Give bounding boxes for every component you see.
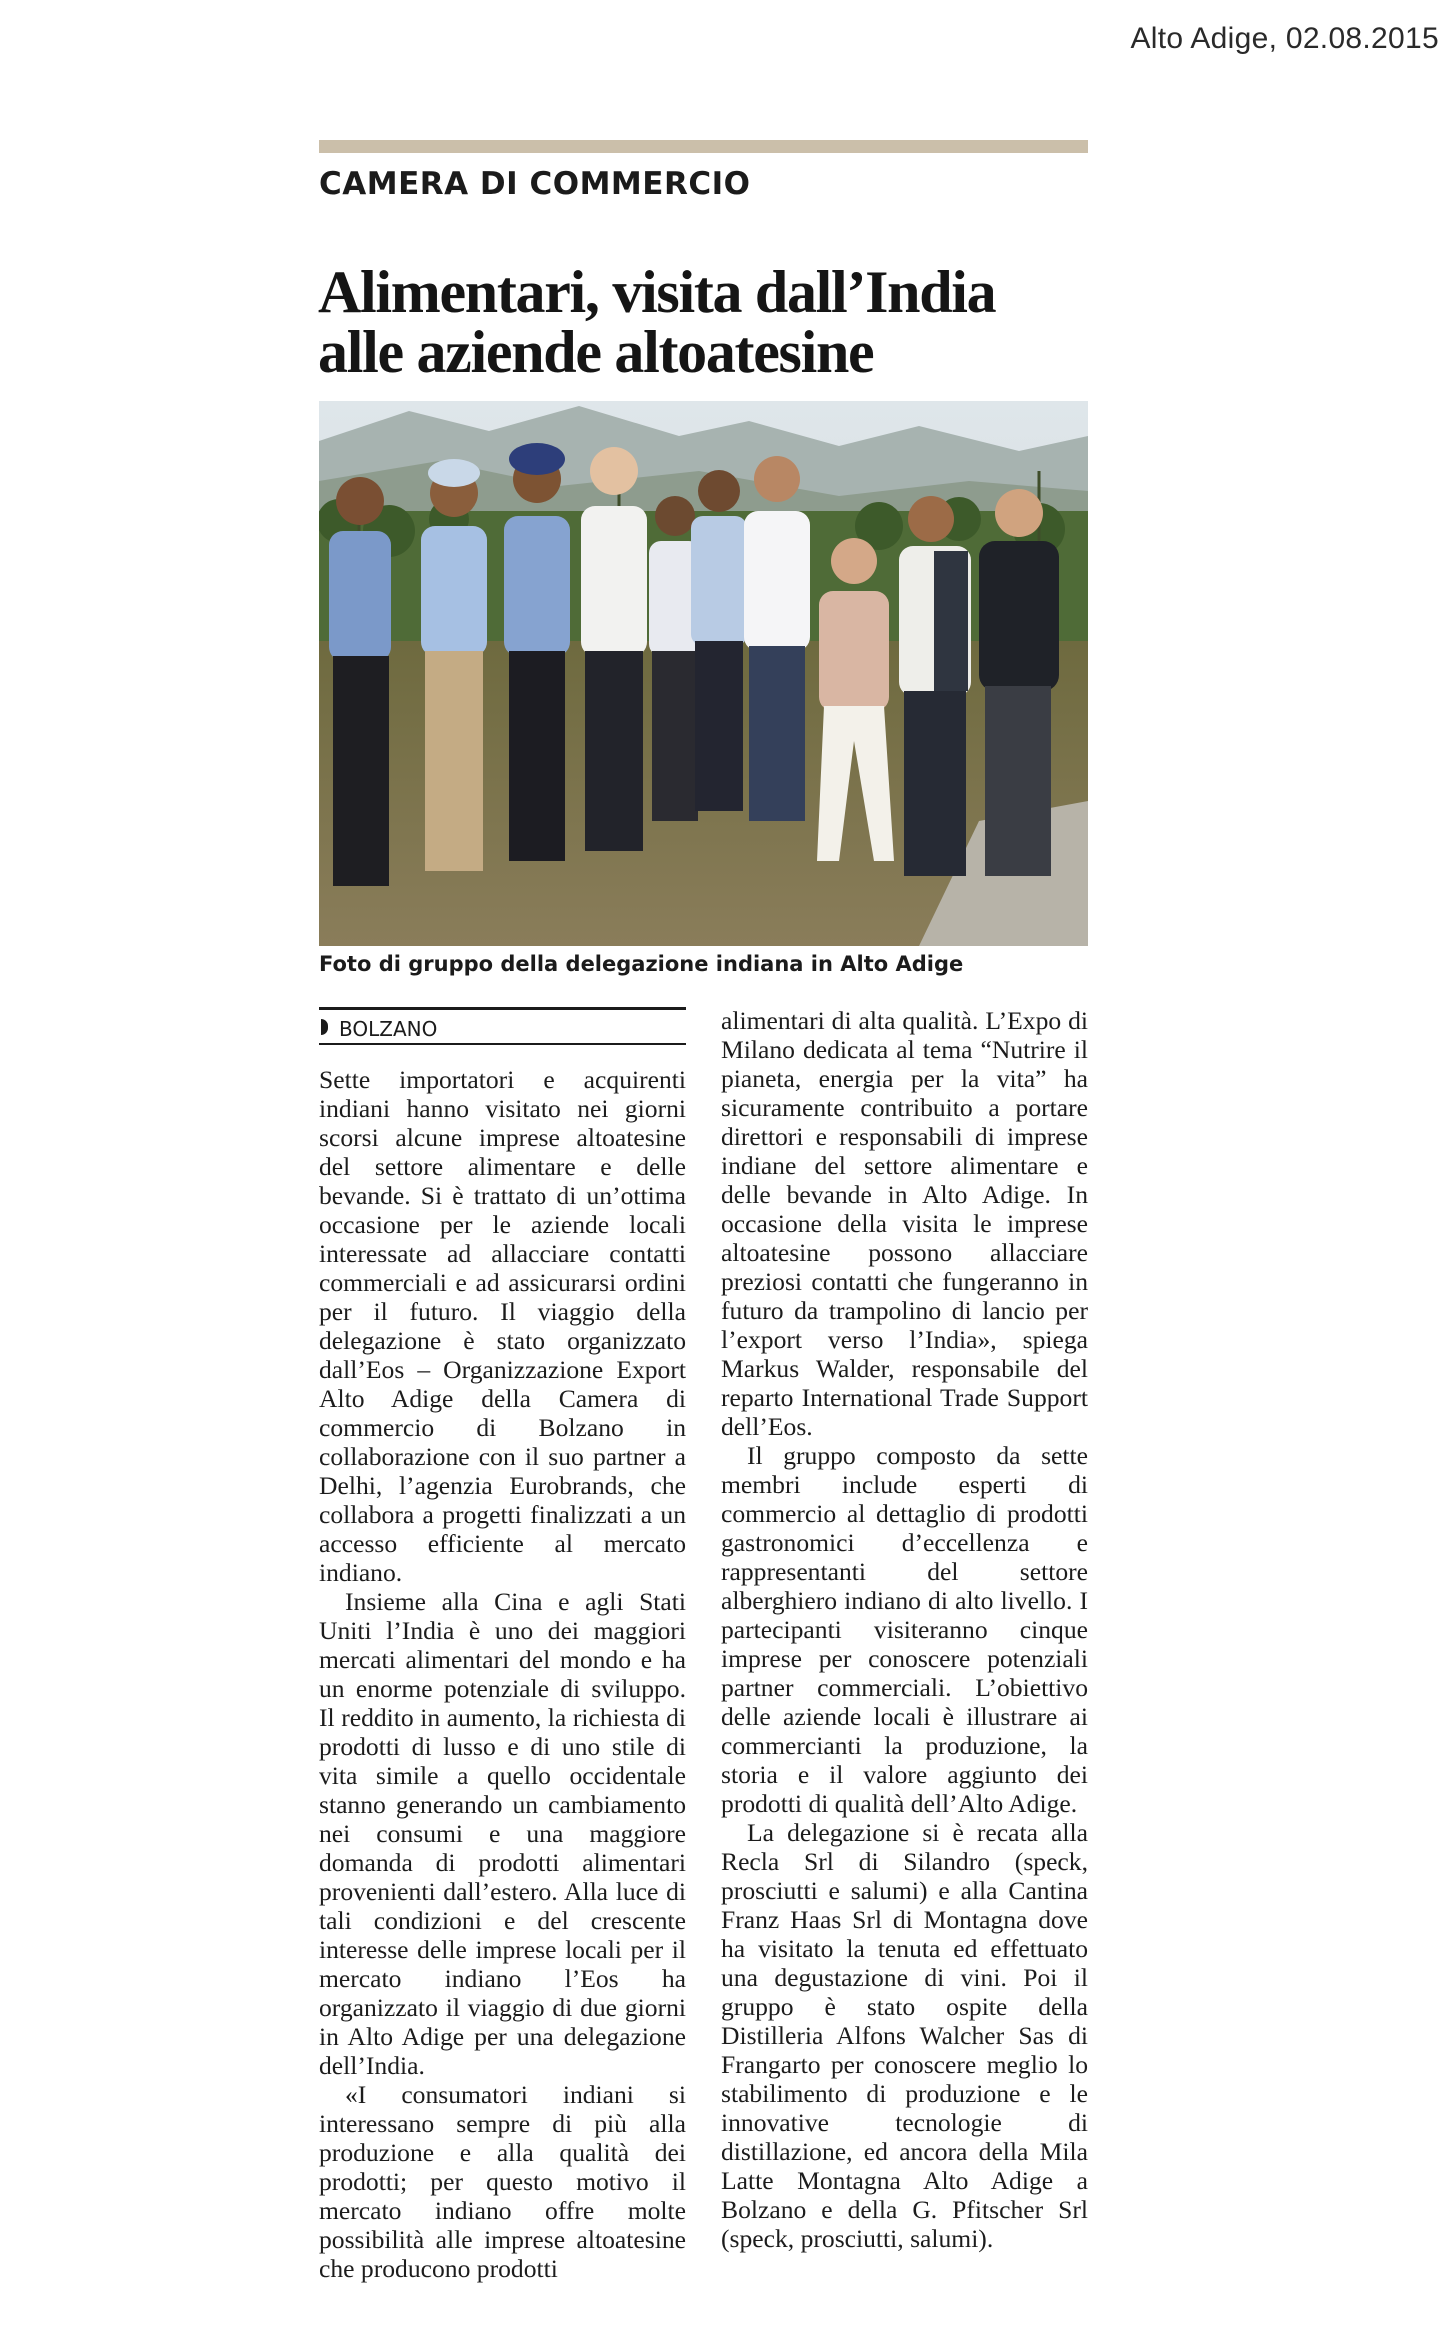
- article-column-1: [319, 1065, 686, 2283]
- article-paragraph: Il gruppo composto da sette membri include esperti di commercio al dettaglio di prodotti gastronomici d’eccellenza e rappresentanti del settore alberghiero indiano di alto livello. I partecipanti visiteranno cinque imprese per conoscere potenziali partner commerciali. L’obiettivo delle aziende locali è illustrare ai commercianti la produzione, la storia e il valore aggiunto dei prodotti di qualità dell’Alto Adige.: [721, 1441, 1088, 1818]
- group-photo: [319, 401, 1088, 946]
- article-paragraph: Sette importatori e acquirenti indiani hanno visitato nei giorni scorsi alcune imprese altoatesine del settore alimentare e delle bevande. Si è trattato di un’ottima occasione per le aziende locali interessate ad allacciare contatti commerciali e ad assicurarsi ordini per il futuro. Il viaggio della delegazione è stato organizzato dall’Eos – Organizzazione Export Alto Adige della Camera di commercio di Bolzano in collaborazione con il suo partner a Delhi, l’agenzia Eurobrands, che collabora a progetti finalizzati a un accesso efficiente al mercato indiano.: [319, 1065, 686, 1587]
- headline-line-2: alle aziende altoatesine: [318, 319, 874, 386]
- section-kicker: CAMERA DI COMMERCIO: [319, 166, 751, 202]
- article-paragraph: «I consumatori indiani si interessano sempre di più alla produzione e alla qualità dei prodotti; per questo motivo il mercato indiano offre molte possibilità alle imprese altoatesine che producono prodotti: [319, 2080, 686, 2283]
- dateline-marker: [321, 1019, 328, 1035]
- headline-line-1: Alimentari, visita dall’India: [318, 259, 996, 326]
- section-rule: [319, 140, 1088, 153]
- dateline-label: BOLZANO: [339, 1017, 438, 1041]
- article-paragraph: Insieme alla Cina e agli Stati Uniti l’India è uno dei maggiori mercati alimentari del mondo e ha un enorme potenziale di sviluppo. Il reddito in aumento, la richiesta di prodotti di lusso e di uno stile di vita simile a quello occidentale stanno generando un cambiamento nei consumi e una maggiore domanda di prodotti alimentari provenienti dall’estero. Alla luce di tali condizioni e del crescente interesse delle imprese locali per il mercato indiano l’Eos ha organizzato il viaggio di due giorni in Alto Adige per una delegazione dell’India.: [319, 1587, 686, 2080]
- newspaper-source-date: Alto Adige, 02.08.2015: [1130, 22, 1439, 55]
- article-column-2: [721, 1006, 1088, 2253]
- photo-caption: Foto di gruppo della delegazione indiana in Alto Adige: [319, 952, 964, 976]
- headline: [318, 259, 1098, 386]
- dateline: [319, 1007, 686, 1045]
- article-paragraph: alimentari di alta qualità. L’Expo di Milano dedicata al tema “Nutrire il pianeta, energia per la vita” ha sicuramente contribuito a portare direttori e responsabili di imprese indiane del settore alimentare e delle bevande in Alto Adige. In occasione della visita le imprese altoatesine possono allacciare preziosi contatti che fungeranno in futuro da trampolino di lancio per l’export verso l’India», spiega Markus Walder, responsabile del reparto International Trade Support dell’Eos.: [721, 1006, 1088, 1441]
- article-paragraph: La delegazione si è recata alla Recla Srl di Silandro (speck, prosciutti e salumi) e alla Cantina Franz Haas Srl di Montagna dove ha visitato la tenuta ed effettuato una degustazione di vini. Poi il gruppo è stato ospite della Distilleria Alfons Walcher Sas di Frangarto per conoscere meglio lo stabilimento di produzione e le innovative tecnologie di distillazione, ed ancora della Mila Latte Montagna Alto Adige a Bolzano e della G. Pfitscher Srl (speck, prosciutti, salumi).: [721, 1818, 1088, 2253]
